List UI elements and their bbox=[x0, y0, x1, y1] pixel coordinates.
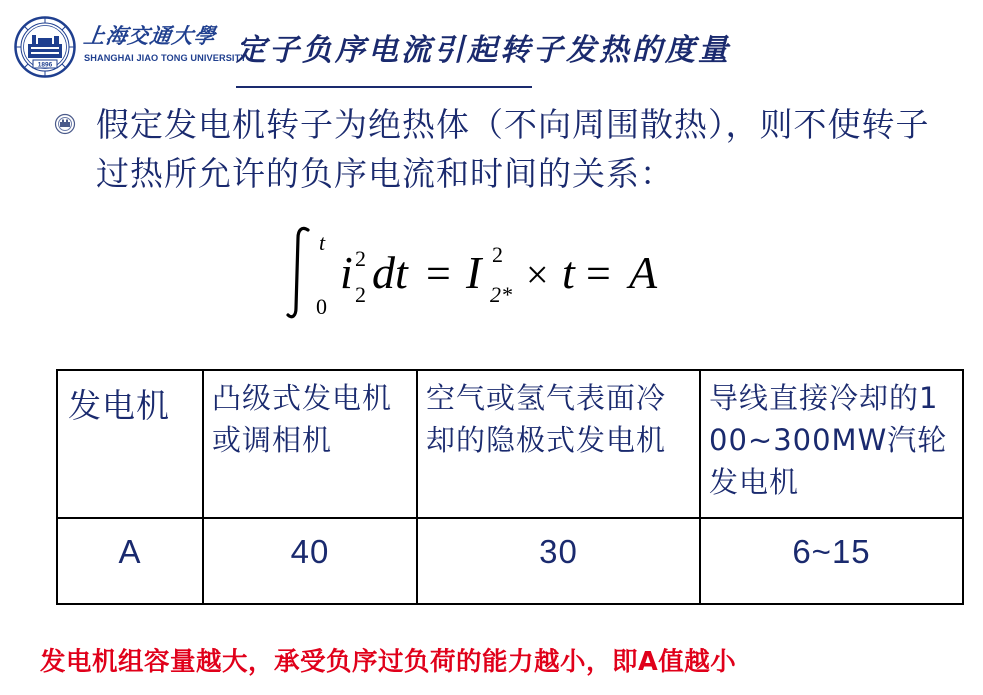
table-cell: 发电机 bbox=[57, 370, 203, 518]
integral-lower: 0 bbox=[316, 294, 327, 319]
table-row bbox=[57, 518, 963, 604]
university-name-cn: 上海交通大學 bbox=[82, 23, 218, 48]
table-cell: 空气或氢气表面冷却的隐极式发电机 bbox=[417, 370, 700, 518]
integral-upper: t bbox=[319, 230, 326, 255]
title-underline bbox=[236, 86, 532, 88]
university-logo bbox=[82, 20, 247, 63]
table-cell: A bbox=[57, 518, 203, 604]
integrand-var: i bbox=[340, 247, 353, 298]
table-cell: 凸级式发电机或调相机 bbox=[203, 370, 417, 518]
equals-sign-1: = bbox=[426, 249, 451, 298]
time-var: t bbox=[562, 247, 575, 298]
differential: dt bbox=[372, 247, 408, 298]
university-seal-icon bbox=[14, 16, 76, 78]
table-cell: 30 bbox=[417, 518, 700, 604]
slide-header bbox=[0, 0, 983, 92]
times-sign: × bbox=[526, 252, 549, 297]
slide-title: 定子负序电流引起转子发热的度量 bbox=[236, 33, 731, 68]
table-cell: 6~15 bbox=[700, 518, 963, 604]
integral-sign-icon bbox=[288, 228, 308, 316]
integrand-sup: 2 bbox=[355, 246, 366, 271]
current-sub: 2* bbox=[490, 282, 512, 307]
statement-text: 假定发电机转子为绝热体（不向周围散热），则不使转子过热所允许的负序电流和时间的关系： bbox=[96, 105, 930, 193]
university-name-en: SHANGHAI JIAO TONG UNIVERSITY bbox=[84, 53, 247, 63]
conclusion-text: 发电机组容量越大，承受负序过负荷的能力越小，即A值越小 bbox=[40, 647, 737, 677]
result-var: A bbox=[629, 247, 658, 298]
seal-year: 1896 bbox=[37, 61, 53, 69]
table-cell: 40 bbox=[203, 518, 417, 604]
table-header-row bbox=[57, 370, 963, 518]
bullet-icon bbox=[54, 113, 76, 135]
table-cell: 导线直接冷却的100~300MW汽轮发电机 bbox=[700, 370, 963, 518]
equals-sign-2: = bbox=[586, 249, 611, 298]
integrand-sub: 2 bbox=[355, 282, 366, 307]
current-sup: 2 bbox=[492, 242, 503, 267]
generator-table bbox=[56, 369, 964, 605]
formula bbox=[286, 222, 686, 322]
current-var: I bbox=[466, 247, 482, 298]
